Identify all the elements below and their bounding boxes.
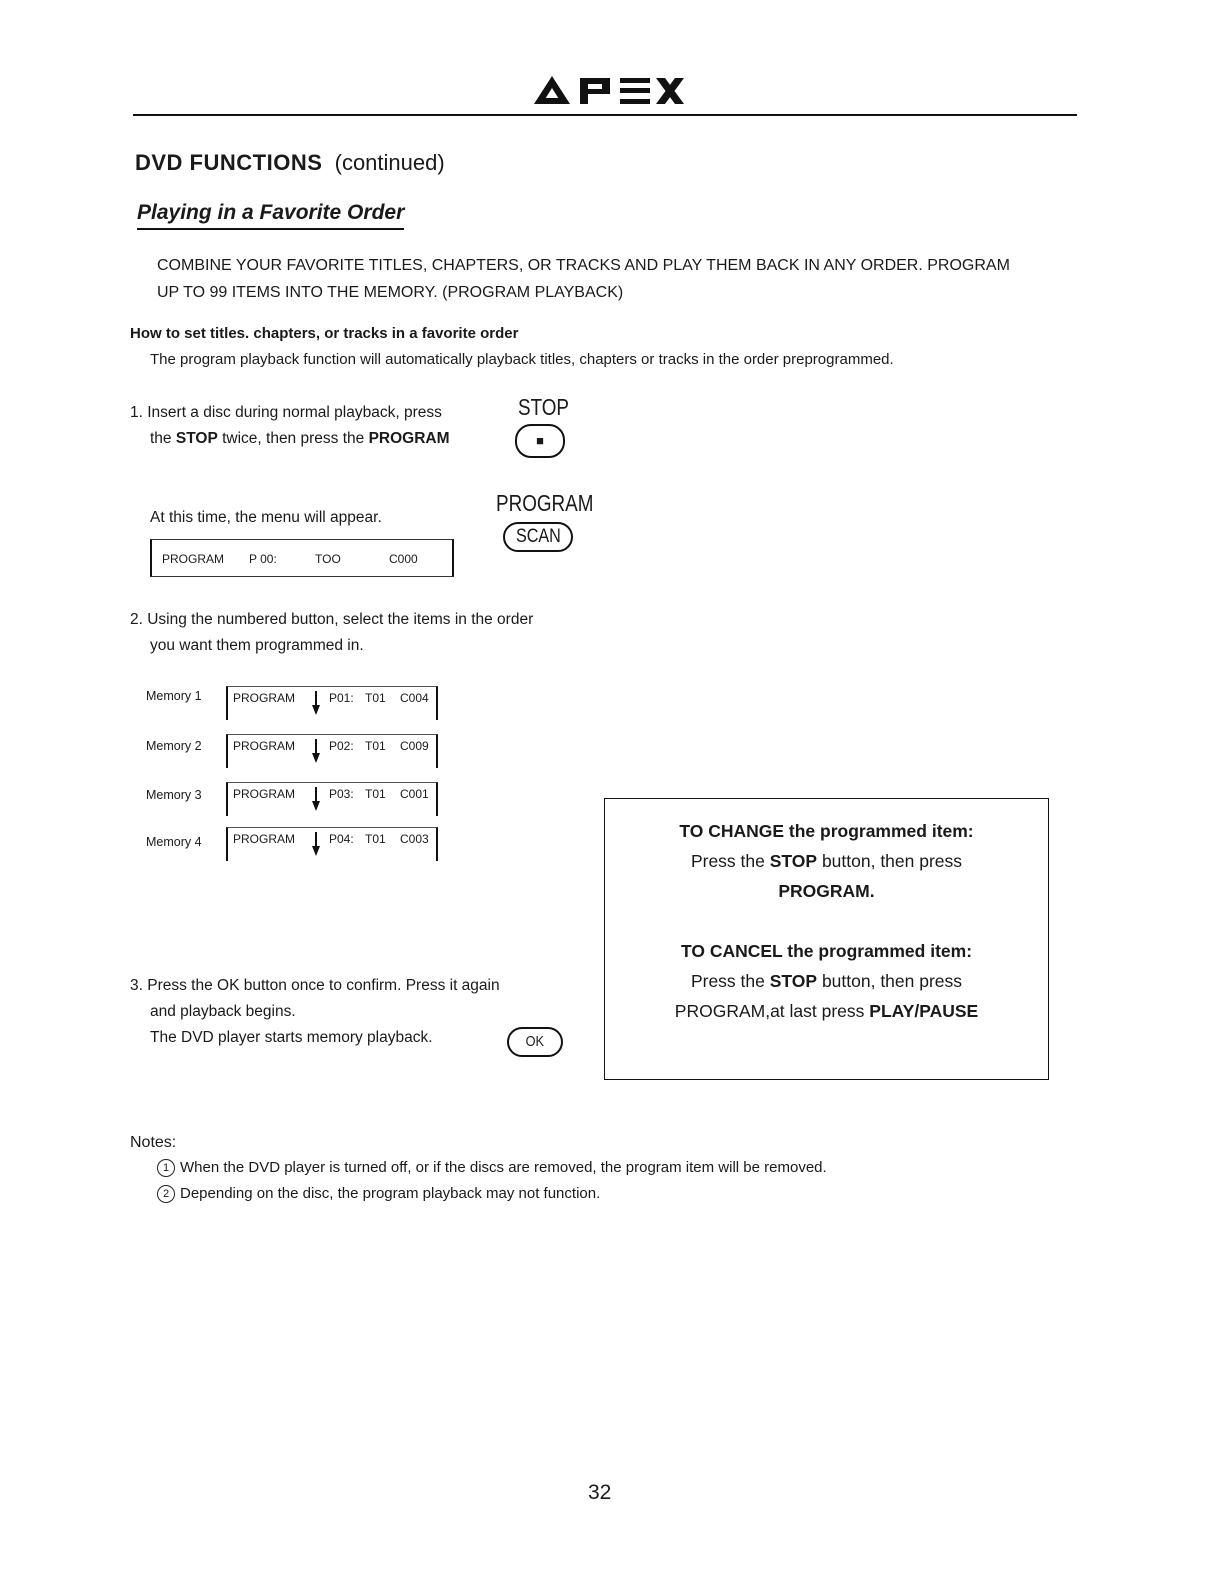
memory-2-label: Memory 2 [146,739,202,753]
memory-t: T01 [365,787,386,801]
change-post: button, then press [817,851,963,871]
ok-button[interactable] [507,1027,563,1057]
intro-line-1: COMBINE YOUR FAVORITE TITLES, CHAPTERS, OR TRACKS AND PLAY THEM BACK IN ANY ORDER. PROGRAM [157,257,1010,274]
memory-c: C001 [400,787,429,801]
step3-line-2: and playback begins. [150,1003,296,1020]
step3-text [130,973,500,1051]
cancel-line-2 [605,996,1048,1026]
note-number: 2 [157,1185,175,1203]
stop-icon: ■ [536,433,544,448]
step2-line-2: you want them programmed in. [150,637,364,654]
arrow-down-icon [312,739,320,763]
memory-t: T01 [365,739,386,753]
menu-p: P 00: [249,552,277,566]
step2-text [130,607,533,659]
change-pre: Press the [690,851,770,871]
memory-program: PROGRAM [233,832,296,846]
memory-3-display [226,782,438,816]
intro-line-2: UP TO 99 ITEMS INTO THE MEMORY. (PROGRAM PLAYBACK) [157,284,624,301]
intro-paragraph [157,252,1087,306]
stop-label: STOP [518,394,570,420]
memory-program: PROGRAM [233,739,296,753]
step1-line2-mid: twice, then press the [217,430,369,447]
program-menu-display [150,539,454,577]
cancel-l2-pre: PROGRAM,at last press [674,1001,870,1021]
cancel-line-1 [605,966,1048,996]
note-item [157,1159,827,1177]
step3-line-3: The DVD player starts memory playback. [150,1029,433,1046]
page-number: 32 [588,1481,612,1504]
cancel-pre: Press the [690,971,770,991]
note-number: 1 [157,1159,175,1177]
memory-p: P02: [329,739,354,753]
ok-button-label: OK [525,1033,545,1050]
program-info-box [604,798,1049,1080]
note-text: Depending on the disc, the program playback may not function. [180,1185,601,1202]
section-title-bold: DVD FUNCTIONS [135,150,323,175]
cancel-stop-bold: STOP [769,971,818,991]
menu-c: C000 [389,552,418,566]
step3-line-1: 3. Press the OK button once to confirm. Press it again [130,977,500,994]
memory-program: PROGRAM [233,691,296,705]
arrow-down-icon [312,832,320,856]
memory-1-display [226,686,438,720]
change-line-2: PROGRAM. [778,881,875,901]
step1-line-2 [130,426,450,452]
memory-p: P01: [329,691,354,705]
stop-button[interactable] [515,424,565,458]
scan-button[interactable] [503,522,573,552]
step2-line-1: 2. Using the numbered button, select the items in the order [130,611,534,628]
section-title-rest: (continued) [334,150,445,175]
howto-description: The program playback function will automatically playback titles, chapters or tracks in the order preprogrammed. [150,351,894,368]
memory-4-display [226,827,438,861]
memory-3-label: Memory 3 [146,788,202,802]
memory-c: C003 [400,832,429,846]
memory-p: P03: [329,787,354,801]
notes-label: Notes: [130,1134,177,1151]
memory-c: C004 [400,691,429,705]
cancel-post: button, then press [817,971,963,991]
memory-p: P04: [329,832,354,846]
apex-logo [528,72,688,106]
memory-1-label: Memory 1 [146,689,202,703]
step1-program-bold: PROGRAM [368,430,450,447]
cancel-title: TO CANCEL the programmed item: [680,941,973,961]
menu-t: TOO [315,552,341,566]
scan-button-label: SCAN [515,526,561,547]
step1-line-1: 1. Insert a disc during normal playback, press [130,404,442,421]
memory-4-label: Memory 4 [146,835,202,849]
change-line-1 [605,846,1048,876]
change-title: TO CHANGE the programmed item: [679,821,974,841]
memory-t: T01 [365,691,386,705]
memory-2-display [226,734,438,768]
arrow-down-icon [312,787,320,811]
subtitle: Playing in a Favorite Order [137,201,404,230]
menu-program: PROGRAM [162,552,225,566]
step1-line2-pre: the [150,430,176,447]
step1-text [130,400,450,452]
change-stop-bold: STOP [769,851,818,871]
arrow-down-icon [312,691,320,715]
note-text: When the DVD player is turned off, or if the discs are removed, the program item will be removed. [180,1159,827,1176]
cancel-play-pause-bold: PLAY/PAUSE [869,1001,979,1021]
header-rule [133,114,1077,116]
memory-c: C009 [400,739,429,753]
menu-appear-note: At this time, the menu will appear. [150,509,382,526]
program-label: PROGRAM [496,490,594,516]
memory-t: T01 [365,832,386,846]
memory-program: PROGRAM [233,787,296,801]
howto-title: How to set titles. chapters, or tracks in a favorite order [130,325,519,342]
section-title [135,150,445,176]
step1-stop-bold: STOP [175,430,218,447]
note-item [157,1185,600,1203]
